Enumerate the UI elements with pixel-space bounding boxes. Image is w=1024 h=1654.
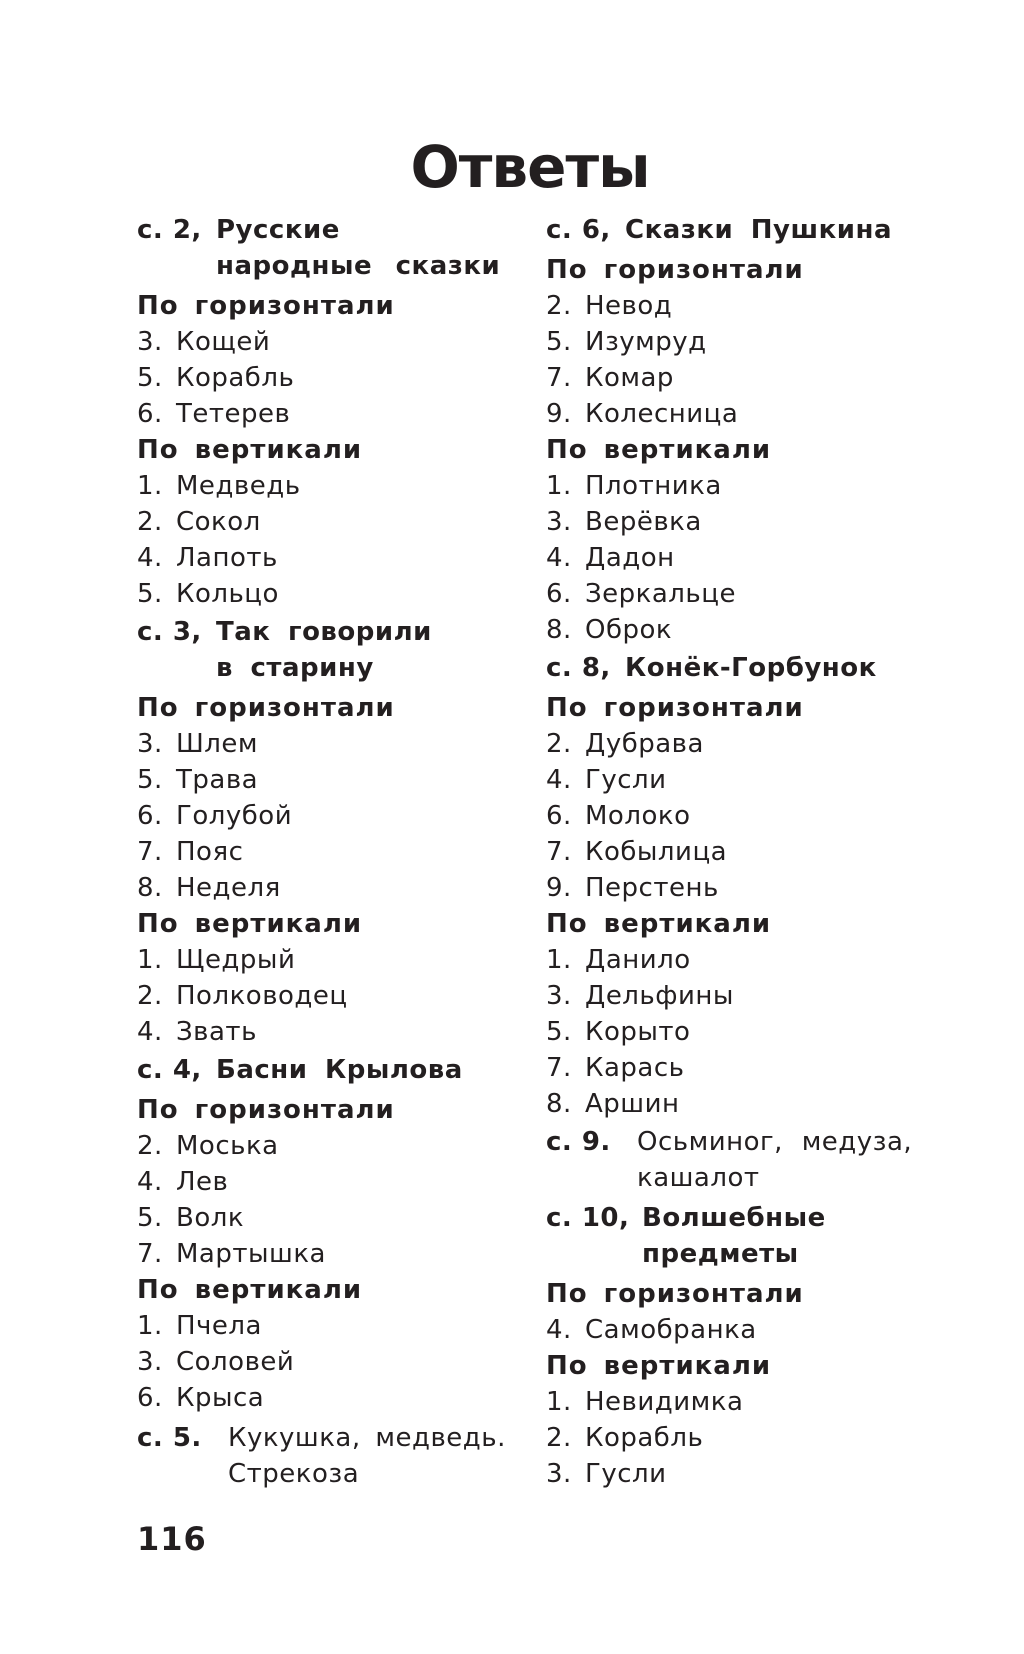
- item-answer: Изумруд: [585, 327, 707, 357]
- item-answer: Щедрый: [176, 945, 296, 975]
- item-answer: Гусли: [585, 765, 667, 795]
- section-title: Конёк-Горбунок: [625, 653, 877, 683]
- item-number: 5.: [546, 327, 572, 357]
- item-number: 8.: [137, 873, 163, 903]
- down-label: По вертикали: [546, 1351, 772, 1381]
- item-number: 6.: [137, 399, 163, 429]
- item-answer: Данило: [585, 945, 691, 975]
- item-answer: Плотника: [585, 471, 722, 501]
- page-number: 116: [137, 1520, 207, 1558]
- page-reference: с. 4,: [137, 1055, 202, 1085]
- list-item: [546, 942, 916, 978]
- list-item: [546, 468, 916, 504]
- item-answer: Пчела: [176, 1311, 262, 1341]
- item-answer: Колесница: [585, 399, 739, 429]
- list-item: [546, 396, 916, 432]
- list-item: [137, 504, 507, 540]
- item-answer: Звать: [176, 1017, 257, 1047]
- list-item: [546, 1420, 916, 1456]
- item-answer: Волк: [176, 1203, 245, 1233]
- item-number: 1.: [546, 1387, 572, 1417]
- down-label: По вертикали: [137, 909, 363, 939]
- item-answer: Шлем: [176, 729, 259, 759]
- item-number: 3.: [546, 507, 572, 537]
- down-label: По вертикали: [137, 435, 363, 465]
- item-answer: Комар: [585, 363, 674, 393]
- list-item: [137, 324, 507, 360]
- list-item: [546, 540, 916, 576]
- item-number: 3.: [546, 981, 572, 1011]
- item-number: 6.: [546, 801, 572, 831]
- item-number: 1.: [546, 471, 572, 501]
- list-item: [546, 978, 916, 1014]
- item-answer: Кобылица: [585, 837, 728, 867]
- item-number: 8.: [546, 615, 572, 645]
- section-heading: [546, 650, 916, 686]
- item-answer: Карась: [585, 1053, 685, 1083]
- item-number: 7.: [546, 363, 572, 393]
- item-number: 1.: [137, 471, 163, 501]
- item-number: 5.: [137, 579, 163, 609]
- section-heading: [137, 1052, 507, 1088]
- list-item: [546, 360, 916, 396]
- list-item: [137, 834, 507, 870]
- item-number: 5.: [137, 765, 163, 795]
- item-answer: Верёвка: [585, 507, 702, 537]
- list-item: [137, 942, 507, 978]
- item-number: 2.: [546, 729, 572, 759]
- item-answer: Корабль: [176, 363, 295, 393]
- page-reference: с. 10,: [546, 1203, 630, 1233]
- item-answer: Трава: [176, 765, 259, 795]
- across-label: По горизонтали: [546, 693, 804, 723]
- section-heading: [546, 1200, 916, 1272]
- item-number: 9.: [546, 873, 572, 903]
- answer-entry: [546, 1124, 916, 1196]
- item-answer: Дубрава: [585, 729, 704, 759]
- item-answer: Оброк: [585, 615, 673, 645]
- list-item: [546, 798, 916, 834]
- item-answer: Невидимка: [585, 1387, 744, 1417]
- item-number: 8.: [546, 1089, 572, 1119]
- item-number: 3.: [137, 1347, 163, 1377]
- item-answer: Аршин: [585, 1089, 680, 1119]
- item-answer: Полководец: [176, 981, 348, 1011]
- item-number: 3.: [546, 1459, 572, 1489]
- item-answer: Мартышка: [176, 1239, 326, 1269]
- list-item: [546, 1456, 916, 1492]
- list-item: [546, 1384, 916, 1420]
- section-title: Сказки Пушкина: [625, 215, 892, 245]
- list-item: [137, 468, 507, 504]
- section-heading: [137, 614, 507, 686]
- list-item: [546, 1312, 916, 1348]
- item-number: 2.: [546, 1423, 572, 1453]
- item-number: 3.: [137, 729, 163, 759]
- item-answer: Лапоть: [176, 543, 278, 573]
- left-column: [137, 212, 507, 1496]
- item-answer: Кольцо: [176, 579, 279, 609]
- across-label: По горизонтали: [546, 255, 804, 285]
- list-item: [546, 870, 916, 906]
- item-answer: Самобранка: [585, 1315, 757, 1345]
- item-number: 4.: [137, 1167, 163, 1197]
- item-number: 1.: [137, 1311, 163, 1341]
- item-number: 4.: [137, 543, 163, 573]
- answer-text: Кукушка, медведь. Стрекоза: [228, 1423, 506, 1489]
- section-title: Басни Крылова: [216, 1055, 463, 1085]
- list-item: [546, 726, 916, 762]
- item-number: 7.: [137, 837, 163, 867]
- item-number: 4.: [546, 765, 572, 795]
- item-number: 4.: [137, 1017, 163, 1047]
- section-heading: [546, 212, 916, 248]
- item-answer: Моська: [176, 1131, 279, 1161]
- list-item: [546, 762, 916, 798]
- list-item: [546, 288, 916, 324]
- down-label: По вертикали: [137, 1275, 363, 1305]
- list-item: [546, 1014, 916, 1050]
- answer-entry: [137, 1420, 507, 1492]
- item-number: 1.: [137, 945, 163, 975]
- item-number: 7.: [546, 1053, 572, 1083]
- page-reference: с. 8,: [546, 653, 611, 683]
- across-label: По горизонтали: [137, 1095, 395, 1125]
- list-item: [137, 396, 507, 432]
- item-answer: Корабль: [585, 1423, 704, 1453]
- item-answer: Тетерев: [176, 399, 291, 429]
- list-item: [137, 1380, 507, 1416]
- right-column: [546, 212, 916, 1492]
- item-answer: Медведь: [176, 471, 301, 501]
- section-heading: [137, 212, 507, 284]
- item-answer: Сокол: [176, 507, 261, 537]
- item-answer: Соловей: [176, 1347, 295, 1377]
- across-label: По горизонтали: [137, 291, 395, 321]
- list-item: [137, 1308, 507, 1344]
- item-number: 3.: [137, 327, 163, 357]
- list-item: [137, 576, 507, 612]
- list-item: [137, 1128, 507, 1164]
- list-item: [137, 870, 507, 906]
- down-label: По вертикали: [546, 909, 772, 939]
- list-item: [137, 978, 507, 1014]
- page-reference: с. 9.: [546, 1127, 611, 1157]
- list-item: [137, 1164, 507, 1200]
- item-answer: Кощей: [176, 327, 271, 357]
- item-number: 2.: [137, 1131, 163, 1161]
- list-item: [137, 540, 507, 576]
- list-item: [137, 1200, 507, 1236]
- page-reference: с. 3,: [137, 617, 202, 647]
- list-item: [546, 324, 916, 360]
- item-number: 4.: [546, 543, 572, 573]
- list-item: [137, 1236, 507, 1272]
- item-answer: Пояс: [176, 837, 244, 867]
- item-number: 7.: [546, 837, 572, 867]
- list-item: [546, 576, 916, 612]
- item-answer: Гусли: [585, 1459, 667, 1489]
- down-label: По вертикали: [546, 435, 772, 465]
- item-number: 5.: [137, 1203, 163, 1233]
- item-number: 2.: [137, 981, 163, 1011]
- item-answer: Корыто: [585, 1017, 691, 1047]
- across-label: По горизонтали: [137, 693, 395, 723]
- item-answer: Голубой: [176, 801, 293, 831]
- item-number: 6.: [546, 579, 572, 609]
- item-answer: Неделя: [176, 873, 281, 903]
- list-item: [546, 504, 916, 540]
- list-item: [546, 1086, 916, 1122]
- item-answer: Дельфины: [585, 981, 734, 1011]
- item-number: 2.: [546, 291, 572, 321]
- item-answer: Дадон: [585, 543, 675, 573]
- page-reference: с. 5.: [137, 1423, 202, 1453]
- item-number: 7.: [137, 1239, 163, 1269]
- list-item: [137, 1344, 507, 1380]
- item-answer: Лев: [176, 1167, 229, 1197]
- list-item: [546, 612, 916, 648]
- item-number: 6.: [137, 1383, 163, 1413]
- item-answer: Зеркальце: [585, 579, 736, 609]
- list-item: [137, 726, 507, 762]
- page-title: Ответы: [410, 133, 650, 201]
- item-number: 6.: [137, 801, 163, 831]
- item-answer: Крыса: [176, 1383, 265, 1413]
- item-number: 5.: [137, 363, 163, 393]
- list-item: [137, 360, 507, 396]
- item-number: 5.: [546, 1017, 572, 1047]
- item-answer: Молоко: [585, 801, 691, 831]
- section-title: Волшебные предметы: [642, 1203, 826, 1269]
- across-label: По горизонтали: [546, 1279, 804, 1309]
- item-answer: Невод: [585, 291, 673, 321]
- list-item: [137, 798, 507, 834]
- section-title: Русские народные сказки: [216, 215, 501, 281]
- list-item: [546, 834, 916, 870]
- list-item: [137, 1014, 507, 1050]
- section-title: Так говорили в старину: [216, 617, 432, 683]
- answer-text: Осьминог, медуза, кашалот: [637, 1127, 913, 1193]
- item-answer: Перстень: [585, 873, 719, 903]
- page-reference: с. 6,: [546, 215, 611, 245]
- list-item: [137, 762, 507, 798]
- list-item: [546, 1050, 916, 1086]
- item-number: 9.: [546, 399, 572, 429]
- page-reference: с. 2,: [137, 215, 202, 245]
- item-number: 2.: [137, 507, 163, 537]
- item-number: 4.: [546, 1315, 572, 1345]
- item-number: 1.: [546, 945, 572, 975]
